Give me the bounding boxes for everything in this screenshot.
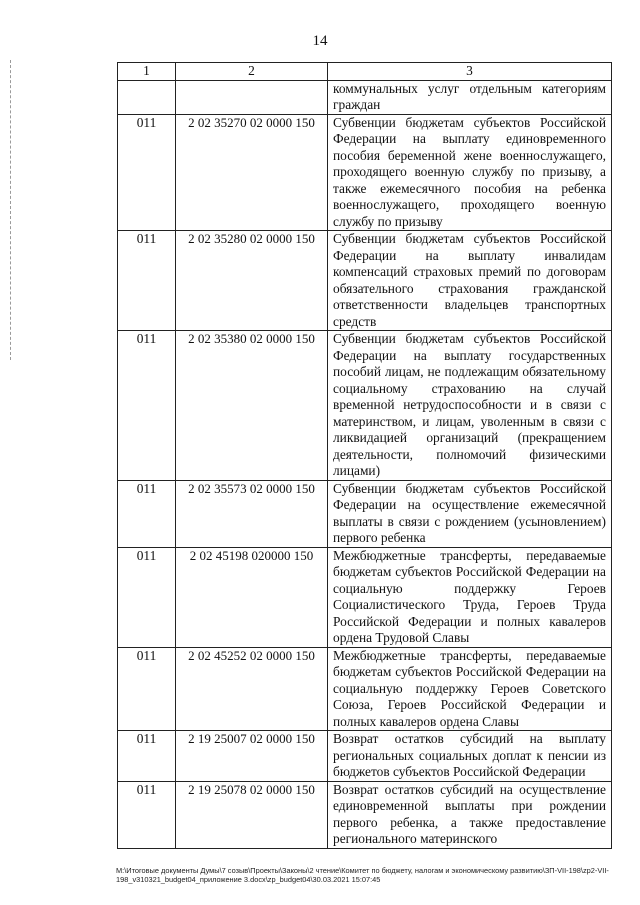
document-footer-path: M:\Итоговые документы Думы\7 созыв\Проекты\Законы\2 чтение\Комитет по бюджету, налогам и экономическому развитию\ЗП-VII-198\zp2-VII-198_v310321_budget04_приложение 3.docx\zp_budget04\30.03.2021 15:07:45 [116,866,609,884]
admin-code: 011 [118,731,176,782]
budget-classification-code: 2 02 35380 02 0000 150 [176,331,328,481]
income-description: Межбюджетные трансферты, передаваемые бюджетам субъектов Российской Федерации на социальную поддержку Героев Советского Союза, Героев Российской Федерации и полных кавалеров ордена Славы [328,647,612,731]
scan-edge-mark [10,60,12,360]
table-header-row [118,63,612,81]
budget-classification-code: 2 02 35280 02 0000 150 [176,231,328,331]
column-header-1: 1 [118,63,176,81]
budget-classification-code: 2 19 25007 02 0000 150 [176,731,328,782]
admin-code: 011 [118,114,176,231]
table-row [118,331,612,481]
admin-code: 011 [118,480,176,547]
admin-code: 011 [118,231,176,331]
income-description: Субвенции бюджетам субъектов Российской Федерации на выплату инвалидам компенсаций страховых премий по договорам обязательного страхования гражданской ответственности владельцев транспортных средств [328,231,612,331]
table-row [118,647,612,731]
table-row [118,231,612,331]
table-row-continuation [118,80,612,114]
continuation-description: коммунальных услуг отдельным категориям граждан [328,80,612,114]
admin-code: 011 [118,547,176,647]
budget-classification-code: 2 02 35270 02 0000 150 [176,114,328,231]
budget-classification-code: 2 02 45198 020000 150 [176,547,328,647]
income-description: Субвенции бюджетам субъектов Российской Федерации на выплату единовременного пособия беременной жене военнослужащего, проходящего военную службу по призыву, а также ежемесячного пособия на ребенка военнослужащего, проходящего военную службу по призыву [328,114,612,231]
admin-code: 011 [118,781,176,848]
table-row [118,114,612,231]
admin-code: 011 [118,331,176,481]
admin-code: 011 [118,647,176,731]
empty-cell [176,80,328,114]
budget-classification-code: 2 02 45252 02 0000 150 [176,647,328,731]
income-description: Возврат остатков субсидий на осуществление единовременной выплаты при рождении первого ребенка, а также предоставление регионального материнского [328,781,612,848]
income-description: Субвенции бюджетам субъектов Российской Федерации на осуществление ежемесячной выплаты в связи с рождением (усыновлением) первого ребенка [328,480,612,547]
income-description: Субвенции бюджетам субъектов Российской Федерации на выплату государственных пособий лицам, не подлежащим обязательному социальному страхованию на случай временной нетрудоспособности и в связи с материнством, и лицам, уволенным в связи с ликвидацией организаций (прекращением деятельности, полномочий физическими лицами) [328,331,612,481]
budget-classification-code: 2 02 35573 02 0000 150 [176,480,328,547]
page-number: 14 [312,33,328,49]
column-header-2: 2 [176,63,328,81]
table-row [118,480,612,547]
income-description: Межбюджетные трансферты, передаваемые бюджетам субъектов Российской Федерации на социальную поддержку Героев Социалистического Труда, Героев Труда Российской Федерации и полных кавалеров ордена Трудовой Славы [328,547,612,647]
empty-cell [118,80,176,114]
table-row [118,781,612,848]
budget-income-table [117,62,612,849]
column-header-3: 3 [328,63,612,81]
table-row [118,731,612,782]
budget-classification-code: 2 19 25078 02 0000 150 [176,781,328,848]
table-row [118,547,612,647]
income-description: Возврат остатков субсидий на выплату региональных социальных доплат к пенсии из бюджетов субъектов Российской Федерации [328,731,612,782]
